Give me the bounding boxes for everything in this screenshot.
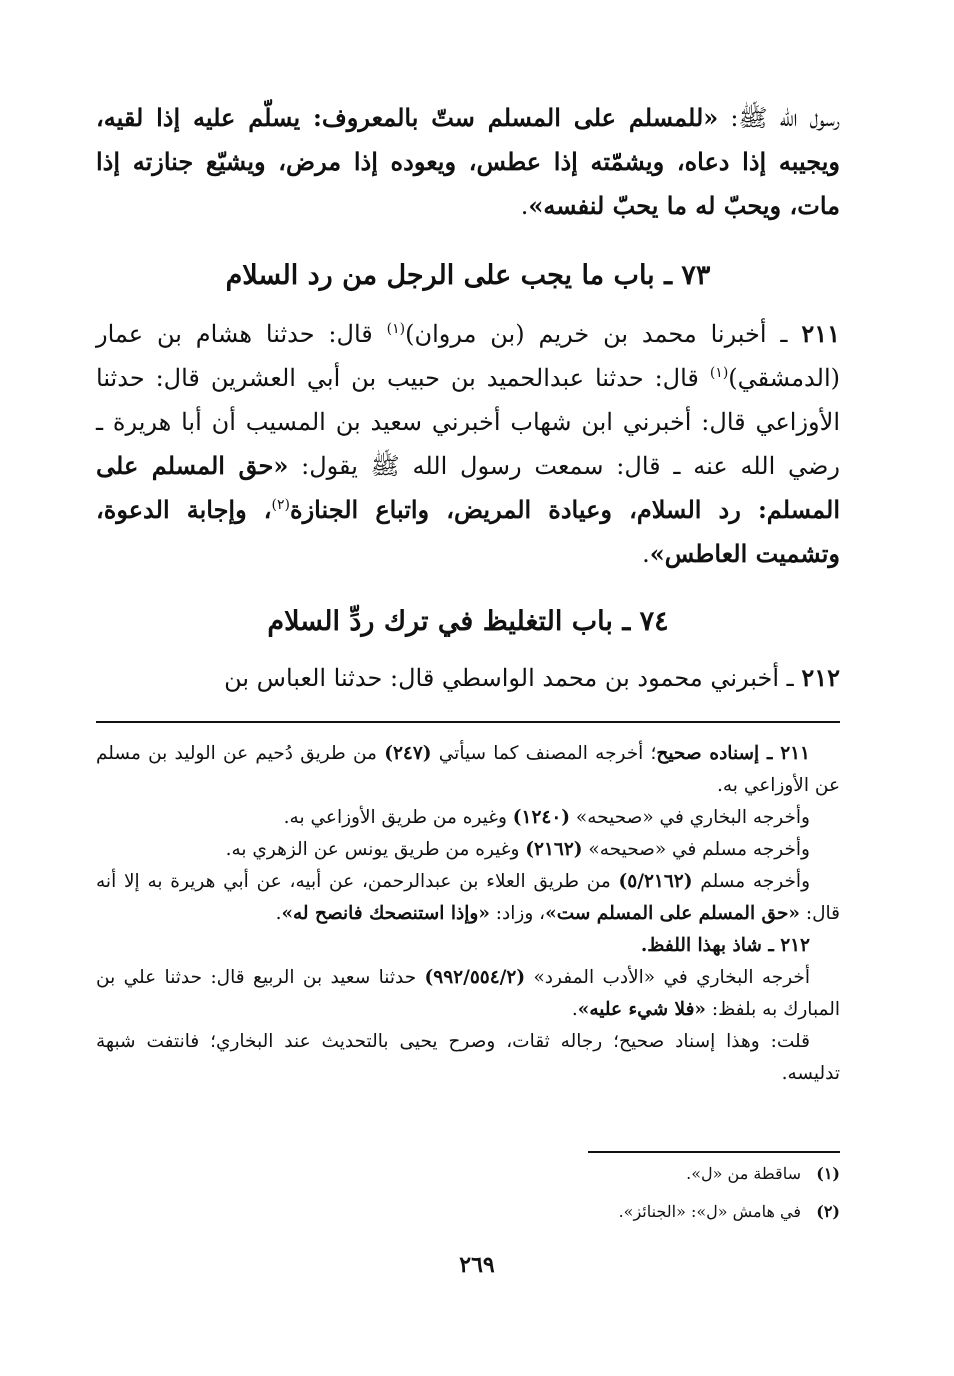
footnote-2 — [96, 1193, 840, 1231]
hadith-number: ٢١١ — [801, 319, 840, 348]
footnote-1 — [96, 1155, 840, 1193]
hadith-number: ٢١٢ — [801, 663, 840, 692]
note-line: وأخرجه مسلم في «صحيحه» (٢١٦٢) وغيره من طريق يونس عن الزهري به. — [225, 839, 810, 860]
note-line: وأخرجه مسلم (٥/٢١٦٢) من طريق العلاء بن عبدالرحمن، عن أبيه، عن أبي هريرة به إلا أنه قال: «حق المسلم على المسلم ست»، وزاد: «وإذا استنصحك فانصح له». — [96, 871, 840, 924]
commentary-notes — [96, 738, 840, 1090]
hadith-212-paragraph — [96, 656, 840, 700]
footnote-ref: (١) — [386, 321, 406, 337]
note-212: ٢١٢ ـ شاذ بهذا اللفظ. — [640, 935, 810, 956]
note-line: قلت: وهذا إسناد صحيح؛ رجاله ثقات، وصرح يحيى بالتحديث عند البخاري؛ فانتفت شبهة تدليسه. — [96, 1031, 840, 1084]
isnad-text: ـ أخبرني محمود بن محمد الواسطي قال: حدثنا العباس بن — [224, 664, 802, 692]
isnad-text-3: قال: حدثنا عبدالحميد بن حبيب بن أبي العشرين قال: حدثنا الأوزاعي قال: أخبرني ابن شهاب أخبرني سعيد بن المسيب أن أبا هريرة ـ رضي الله عنه ـ قال: سمعت رسول الله ﷺ يقول: — [96, 364, 840, 480]
opening-paragraph — [96, 96, 840, 228]
isnad-text-2: قال: حدثنا هشام بن عمار (الدمشقي) — [96, 320, 840, 392]
footnote-text: ساقطة من «ل». — [686, 1164, 801, 1183]
period: . — [520, 192, 529, 220]
isnad-text-1: ـ أخبرنا محمد بن خريم (بن مروان) — [405, 320, 802, 348]
note-line: أخرجه البخاري في «الأدب المفرد» (٩٩٢/٥٥٤/٢) حدثنا سعيد بن الربيع قال: حدثنا علي بن المبارك به بلفظ: «فلا شيء عليه». — [96, 967, 840, 1020]
hadith-quote-2: ، وإجابة الدعوة، وتشميت العاطس» — [96, 495, 840, 568]
chapter-heading-73: ٧٣ ـ باب ما يجب على الرجل من رد السلام — [225, 260, 711, 291]
footnote-ref: (١) — [709, 365, 729, 381]
footnote-number: (١) — [816, 1164, 840, 1183]
footnotes — [96, 1155, 840, 1231]
page-number: ٢٦٩ — [459, 1252, 495, 1278]
opening-text: رسول الله ﷺ: — [718, 104, 840, 132]
footnote-text: في هامش «ل»: «الجنائز». — [618, 1202, 801, 1221]
footnote-separator — [588, 1151, 840, 1153]
note-211: ٢١١ ـ إسناده صحيح؛ أخرجه المصنف كما سيأتي (٢٤٧) من طريق دُحيم عن الوليد بن مسلم عن الأوزاعي به. — [96, 743, 840, 796]
notes-separator — [96, 721, 840, 723]
note-heading: ٢١١ ـ إسناده صحيح — [656, 743, 810, 764]
period: . — [642, 540, 650, 568]
footnote-ref: (٢) — [271, 497, 291, 513]
hadith-211-paragraph — [96, 312, 840, 576]
hadith-quote-1: «حق المسلم على المسلم: رد السلام، وعيادة المريض، واتباع الجنازة — [96, 451, 840, 524]
chapter-heading-74: ٧٤ ـ باب التغليظ في ترك ردِّ السلام — [267, 606, 669, 637]
footnote-number: (٢) — [816, 1202, 840, 1221]
note-line: وأخرجه البخاري في «صحيحه» (١٢٤٠) وغيره من طريق الأوزاعي به. — [283, 807, 810, 828]
hadith-quote: «للمسلم على المسلم ستّ بالمعروف: يسلّم عليه إذا لقيه، ويجيبه إذا دعاه، ويشمّته إذا عطس، ويعوده إذا مرض، ويشيّع جنازته إذا مات، ويحبّ له ما يحبّ لنفسه» — [96, 103, 840, 220]
